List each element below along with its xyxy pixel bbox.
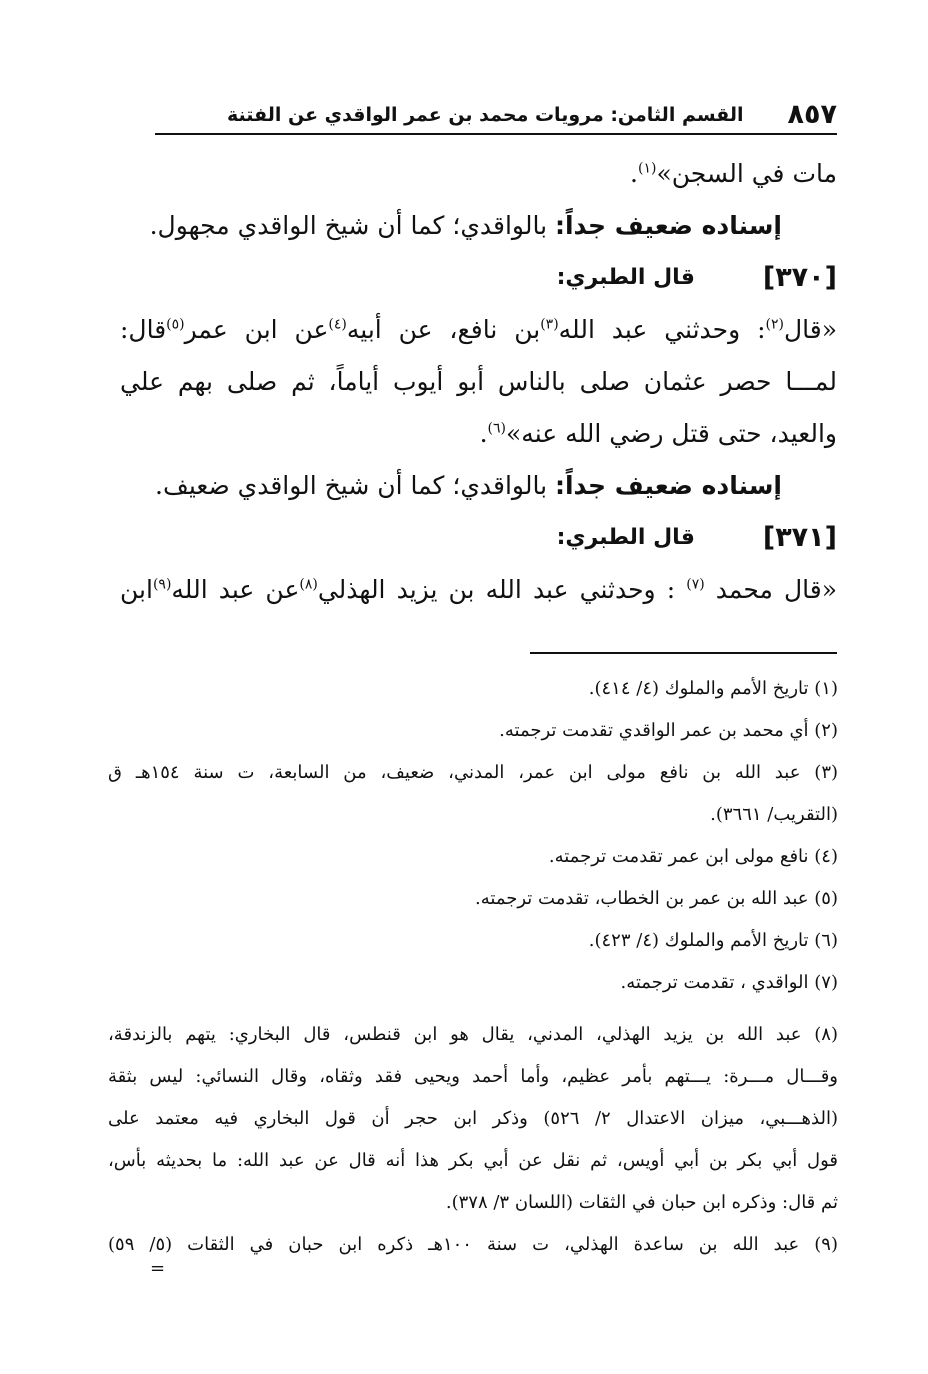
text-line: «قال محمد $^{(٧)}$ : وحدثني عبد الله بن يزيد الهذلي$^{(٨)}$عن عبد الله$^{(٩)}$ابن	[120, 575, 837, 604]
narration-number: [٣٧٠]	[762, 262, 837, 293]
footnotes	[108, 668, 838, 1266]
footnote: (٣) عبد الله بن نافع مولى ابن عمر، المدني، ضعيف، من السابعة، ت سنة ١٥٤هـ ق	[108, 762, 838, 783]
footnote-ref: (١)	[637, 160, 657, 177]
text-line: والعيد، حتى قتل رضي الله عنه»$^{(٦)}$.	[479, 419, 837, 448]
verdict-label: إسناده ضعيف جداً:	[554, 211, 782, 240]
narration-heading	[120, 252, 837, 304]
footnote-continuation: ثم قال: وذكره ابن حبان في الثقات (اللسان ٣/ ٣٧٨).	[445, 1192, 838, 1213]
text-line: «قال$^{(٢)}$: وحدثني عبد الله$^{(٣)}$بن نافع، عن أبيه$^{(٤)}$عن ابن عمر$^{(٥)}$قال:	[120, 315, 837, 344]
header-rule	[155, 133, 837, 135]
footnote-ref: (٤)	[328, 316, 347, 333]
text-line: مات في السجن»$^{(١)}$.	[630, 159, 837, 188]
narration-source: قال الطبري:	[556, 525, 695, 550]
footnote: (٥) عبد الله بن عمر بن الخطاب، تقدمت ترجمته.	[475, 888, 838, 909]
narration-heading	[120, 512, 837, 564]
footnote-continuation: قول أبي بكر بن أبي أويس، ثم نقل عن أبي بكر هذا أنه قال عن عبد الله: ما بحديثه بأس،	[108, 1150, 838, 1171]
footnote-ref: (٧)	[686, 576, 705, 593]
narration-number: [٣٧١]	[762, 522, 837, 553]
footnote: (٦) تاريخ الأمم والملوك (٤/ ٤٢٣).	[588, 930, 838, 951]
footnote-separator	[530, 652, 837, 654]
footnote-ref: (٣)	[540, 316, 559, 333]
isnad-verdict: إسناده ضعيف جداً: بالواقدي؛ كما أن شيخ الواقدي مجهول.	[149, 211, 782, 240]
text-line: لمـــا حصر عثمان صلى بالناس أبو أيوب أياماً، ثم صلى بهم علي	[120, 367, 837, 396]
footnote: (٢) أي محمد بن عمر الواقدي تقدمت ترجمته.	[499, 720, 838, 741]
page-header	[155, 100, 837, 130]
footnote-ref: (٢)	[765, 316, 784, 333]
page-number: ٨٥٧	[787, 99, 837, 130]
footnote-continuation: وقـــال مـــرة: يـــتهم بأمر عظيم، وأما أحمد ويحيى فقد وثقاه، وقال النسائي: ليس بثقة	[108, 1066, 838, 1087]
footnote-ref: (٦)	[487, 420, 507, 437]
main-text	[120, 148, 837, 616]
narration-source: قال الطبري:	[556, 265, 695, 290]
footnote-ref: (٩)	[152, 576, 172, 593]
footnote: (٩) عبد الله بن ساعدة الهذلي، ت سنة ١٠٠هـ ذكره ابن حبان في الثقات (٥/ ٥٩)	[108, 1234, 838, 1255]
verdict-label: إسناده ضعيف جداً:	[554, 471, 782, 500]
footnote: (٨) عبد الله بن يزيد الهذلي، المدني، يقال هو ابن قنطس، قال البخاري: يتهم بالزندقة،	[108, 1024, 838, 1045]
footnote-continuation: (التقريب/ ٣٦٦١).	[710, 804, 838, 825]
footnote: (٤) نافع مولى ابن عمر تقدمت ترجمته.	[548, 846, 838, 867]
footnote-ref: (٨)	[299, 576, 318, 593]
footnote: (٧) الواقدي ، تقدمت ترجمته.	[620, 972, 838, 993]
footnote-ref: (٥)	[166, 316, 185, 333]
footnote-gap	[108, 1004, 838, 1014]
footnote: (١) تاريخ الأمم والملوك (٤/ ٤١٤).	[588, 678, 838, 699]
footnote-continuation: (الذهـــبي، ميزان الاعتدال ٢/ ٥٢٦) وذكر ابن حجر أن قول البخاري فيه معتمد على	[108, 1108, 838, 1129]
isnad-verdict: إسناده ضعيف جداً: بالواقدي؛ كما أن شيخ الواقدي ضعيف.	[155, 471, 782, 500]
running-title: القسم الثامن: مرويات محمد بن عمر الواقدي عن الفتنة	[227, 104, 744, 126]
continuation-mark: =	[150, 1258, 166, 1279]
